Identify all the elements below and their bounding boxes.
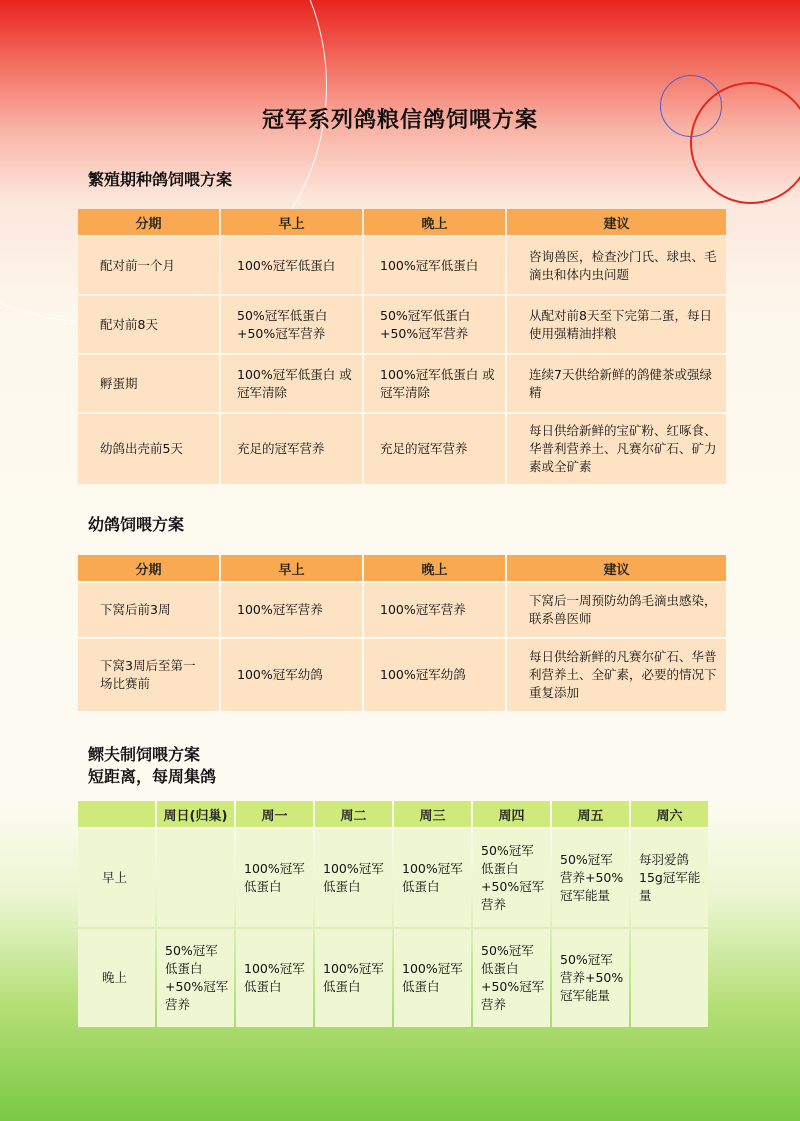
- table-cell: 幼鸽出壳前5天: [78, 414, 219, 484]
- table-header-row: [78, 555, 726, 581]
- table-row: [78, 296, 726, 353]
- table-cell: 50%冠军营养+50%冠军能量: [552, 829, 629, 927]
- column-header: 周三: [394, 801, 471, 827]
- table-cell: 100%冠军低蛋白: [315, 829, 392, 927]
- section-widowhood-heading: 鳏夫制饲喂方案: [88, 745, 201, 764]
- table-cell: 充足的冠军营养: [221, 414, 362, 484]
- column-header: 晚上: [364, 209, 505, 235]
- table-cell: [631, 929, 708, 1027]
- young-pigeon-table: [76, 553, 728, 713]
- table-cell: 50%冠军低蛋白+50%冠军营养: [157, 929, 234, 1027]
- table-cell: 每日供给新鲜的凡赛尔矿石、华普利营养土、全矿素，必要的情况下重复添加: [507, 639, 726, 711]
- table-cell: 咨询兽医，检查沙门氏、球虫、毛滴虫和体内虫问题: [507, 237, 726, 294]
- table-cell: 100%冠军营养: [221, 583, 362, 637]
- table-header-row: [78, 209, 726, 235]
- table-cell: 100%冠军低蛋白: [236, 829, 313, 927]
- breeding-table: [76, 207, 728, 486]
- table-cell: 下窝3周后至第一场比赛前: [78, 639, 219, 711]
- table-cell: 100%冠军幼鸽: [221, 639, 362, 711]
- table-row: [78, 583, 726, 637]
- table-cell: 100%冠军幼鸽: [364, 639, 505, 711]
- section-breeding-heading: 繁殖期种鸽饲喂方案: [88, 170, 233, 189]
- widowhood-table: [76, 799, 710, 1029]
- page-title: 冠军系列鸽粮信鸽饲喂方案: [261, 108, 538, 133]
- column-header: 周六: [631, 801, 708, 827]
- row-header: 晚上: [78, 929, 155, 1027]
- table-row: [78, 829, 708, 927]
- table-cell: 50%冠军低蛋白 +50%冠军营养: [364, 296, 505, 353]
- column-header: 建议: [507, 555, 726, 581]
- table-cell: 连续7天供给新鲜的鸽健茶或强绿精: [507, 355, 726, 412]
- table-cell: 100%冠军低蛋白 或冠军清除: [221, 355, 362, 412]
- column-header: 周二: [315, 801, 392, 827]
- column-header: [78, 801, 155, 827]
- table-cell: 100%冠军低蛋白: [364, 237, 505, 294]
- table-cell: 100%冠军低蛋白: [394, 929, 471, 1027]
- table-header-row: [78, 801, 708, 827]
- row-header: 早上: [78, 829, 155, 927]
- column-header: 晚上: [364, 555, 505, 581]
- table-cell: 孵蛋期: [78, 355, 219, 412]
- table-cell: 配对前8天: [78, 296, 219, 353]
- table-row: [78, 639, 726, 711]
- table-cell: 100%冠军低蛋白 或冠军清除: [364, 355, 505, 412]
- table-cell: 下窝后前3周: [78, 583, 219, 637]
- table-row: [78, 355, 726, 412]
- table-cell: 100%冠军营养: [364, 583, 505, 637]
- table-cell: 100%冠军低蛋白: [236, 929, 313, 1027]
- table-cell: 100%冠军低蛋白: [394, 829, 471, 927]
- table-cell: [157, 829, 234, 927]
- table-cell: 50%冠军低蛋白+50%冠军营养: [473, 829, 550, 927]
- section-widowhood-subheading: 短距离，每周集鸽: [88, 767, 217, 786]
- column-header: 周日(归巢): [157, 801, 234, 827]
- table-cell: 50%冠军营养+50%冠军能量: [552, 929, 629, 1027]
- column-header: 周四: [473, 801, 550, 827]
- column-header: 早上: [221, 209, 362, 235]
- table-cell: 100%冠军低蛋白: [315, 929, 392, 1027]
- section-young-heading: 幼鸽饲喂方案: [88, 515, 185, 534]
- decorative-circle-red: [690, 82, 800, 204]
- table-cell: 每羽爱鸽15g冠军能量: [631, 829, 708, 927]
- table-cell: 下窝后一周预防幼鸽毛滴虫感染，联系兽医师: [507, 583, 726, 637]
- table-row: [78, 237, 726, 294]
- table-cell: 每日供给新鲜的宝矿粉、红啄食、华普利营养土、凡赛尔矿石、矿力素或全矿素: [507, 414, 726, 484]
- table-cell: 配对前一个月: [78, 237, 219, 294]
- column-header: 分期: [78, 209, 219, 235]
- column-header: 分期: [78, 555, 219, 581]
- table-cell: 100%冠军低蛋白: [221, 237, 362, 294]
- table-cell: 从配对前8天至下完第二蛋，每日使用强精油拌粮: [507, 296, 726, 353]
- table-cell: 50%冠军低蛋白 +50%冠军营养: [221, 296, 362, 353]
- column-header: 周五: [552, 801, 629, 827]
- column-header: 早上: [221, 555, 362, 581]
- table-cell: 50%冠军低蛋白+50%冠军营养: [473, 929, 550, 1027]
- column-header: 建议: [507, 209, 726, 235]
- column-header: 周一: [236, 801, 313, 827]
- table-cell: 充足的冠军营养: [364, 414, 505, 484]
- table-row: [78, 929, 708, 1027]
- table-row: [78, 414, 726, 484]
